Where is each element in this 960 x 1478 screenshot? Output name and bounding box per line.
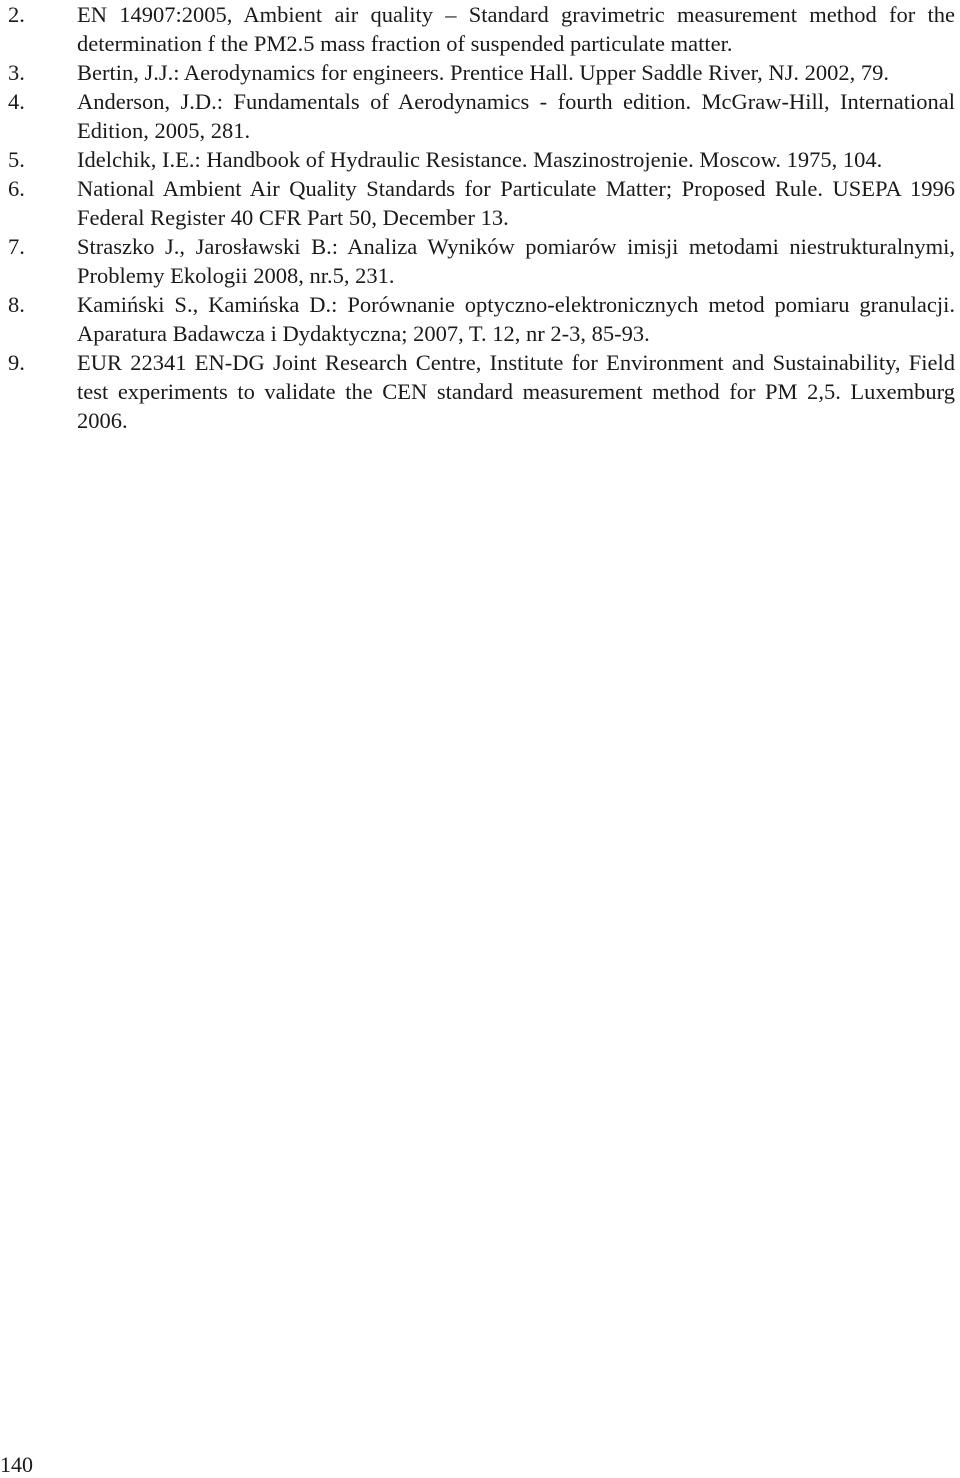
reference-text: National Ambient Air Quality Standards for Particulate Matter; Proposed Rule. USEPA 1996 Federal Register 40 CFR Part 50, December 13. bbox=[77, 176, 955, 230]
reference-item bbox=[0, 58, 955, 87]
reference-number: 8. bbox=[8, 292, 25, 317]
reference-number: 7. bbox=[8, 234, 25, 259]
reference-item bbox=[0, 145, 955, 174]
reference-number: 4. bbox=[8, 89, 25, 114]
reference-number: 5. bbox=[8, 147, 25, 172]
reference-number: 9. bbox=[8, 350, 25, 375]
reference-item bbox=[0, 174, 955, 232]
reference-text: Kamiński S., Kamińska D.: Porównanie optyczno-elektronicznych metod pomiaru granulacji. Aparatura Badawcza i Dydaktyczna; 2007, T. 12, nr 2-3, 85-93. bbox=[77, 292, 955, 346]
reference-number: 2. bbox=[8, 2, 25, 27]
reference-text: EUR 22341 EN-DG Joint Research Centre, Institute for Environment and Sustainability, Field test experiments to validate the CEN standard measurement method for PM 2,5. Luxemburg 2006. bbox=[77, 350, 955, 433]
page-number: 140 bbox=[0, 1452, 33, 1477]
reference-text: Anderson, J.D.: Fundamentals of Aerodynamics - fourth edition. McGraw-Hill, International Edition, 2005, 281. bbox=[77, 89, 955, 143]
reference-item bbox=[0, 0, 955, 58]
reference-text: EN 14907:2005, Ambient air quality – Standard gravimetric measurement method for the determination f the PM2.5 mass fraction of suspended particulate matter. bbox=[77, 2, 955, 56]
reference-text: Bertin, J.J.: Aerodynamics for engineers. Prentice Hall. Upper Saddle River, NJ. 2002, 79. bbox=[77, 60, 890, 85]
reference-number: 6. bbox=[8, 176, 25, 201]
reference-item bbox=[0, 348, 955, 435]
reference-item bbox=[0, 290, 955, 348]
reference-text: Straszko J., Jarosławski B.: Analiza Wyników pomiarów imisji metodami niestrukturalnymi, Problemy Ekologii 2008, nr.5, 231. bbox=[77, 234, 955, 288]
reference-number: 3. bbox=[8, 60, 25, 85]
reference-item bbox=[0, 87, 955, 145]
reference-text: Idelchik, I.E.: Handbook of Hydraulic Resistance. Maszinostrojenie. Moscow. 1975, 104. bbox=[77, 147, 883, 172]
reference-item bbox=[0, 232, 955, 290]
reference-list bbox=[0, 0, 955, 435]
